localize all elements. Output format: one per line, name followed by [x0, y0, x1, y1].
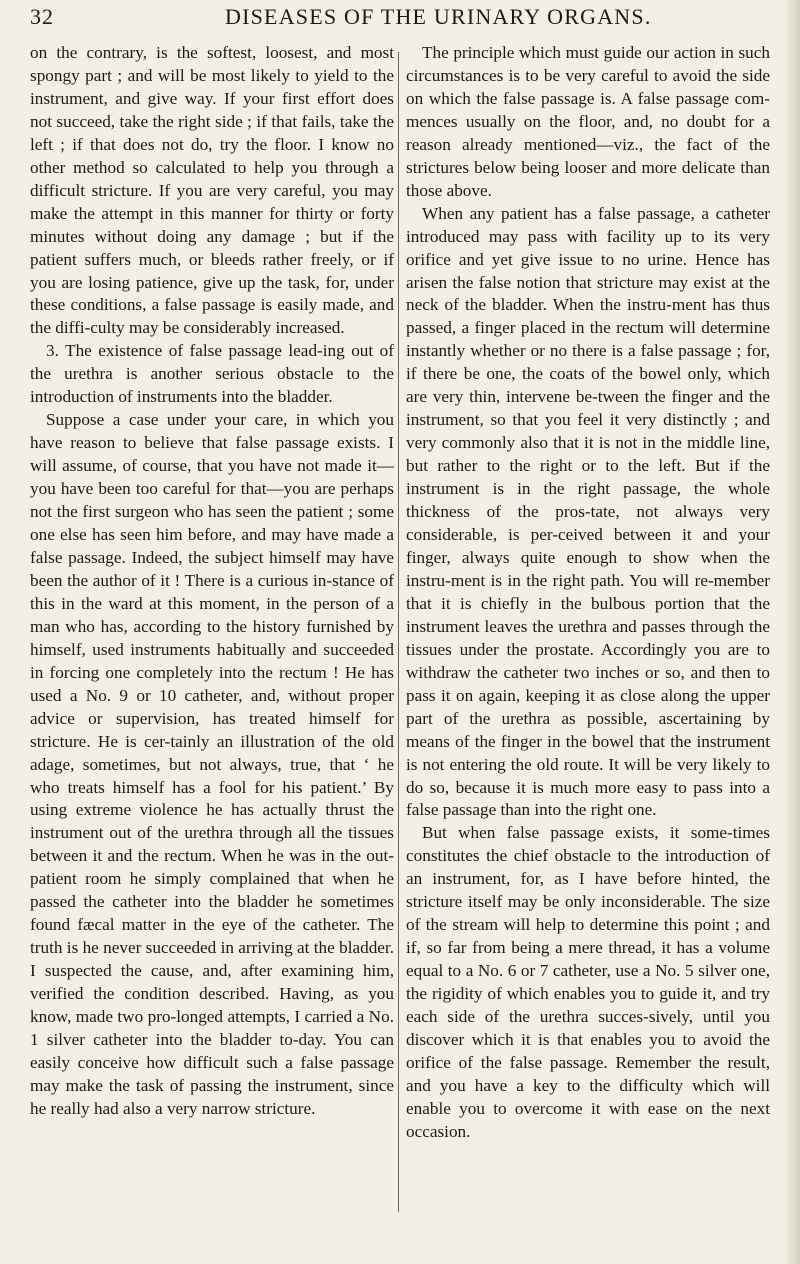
- paragraph: The principle which must guide our action in such circumstances is to be very careful to avoid the side on which the false passage is. A false passage com-mences usually on the floor, and, no doubt for a reason already mentioned—viz., the fact of the strictures below being looser and more delicate than those above.: [406, 43, 770, 200]
- page-edge-shadow: [784, 0, 800, 1264]
- column-divider: [398, 52, 399, 1212]
- paragraph: on the contrary, is the softest, loosest, and most spongy part ; and will be most likely to yield to the instrument, and give way. If your first effort does not succeed, take the right side ; if that fails, take the left ; if that does not do, try the floor. I know no other method so calculated to help you through a difficult stricture. If you are very careful, you may make the attempt in this manner for thirty or forty minutes without doing any damage ; but if the patient suffers much, or bleeds rather freely, or if you are losing patience, give up the task, for, under these conditions, a false passage is easily made, and the diffi-culty may be considerably increased.: [30, 43, 394, 338]
- paragraph: Suppose a case under your care, in which you have reason to believe that false passage exists. I will assume, of course, that you have not made it—you have been too careful for that—you are perhaps not the first surgeon who has seen the patient ; some one else has seen him before, and may have made a false passage. Indeed, the subject himself may have been the author of it ! There is a curious in-stance of this in the ward at this moment, in the person of a man who has, according to the history furnished by himself, used instruments habitually and succeeded in forcing one completely into the rectum ! He has used a No. 9 or 10 catheter, and, without proper advice or supervision, has treated himself for stricture. He is cer-tainly an illustration of the old adage, sometimes, but not always, true, that ‘ he who treats himself has a fool for his patient.’ By using extreme violence he has actually thrust the instrument out of the urethra through all the tissues between it and the rectum. When he was in the out-patient room he simply complained that when he passed the catheter into the bladder he sometimes found fæcal matter in the eye of the catheter. The truth is he never succeeded in arriving at the bladder. I suspected the cause, and, after examining him, verified the condition described. Having, as you know, made two pro-longed attempts, I carried a No. 1 silver catheter into the bladder to-day. You can easily conceive how difficult such a false passage may make the task of passing the instrument, since he really had also a very narrow stricture.: [30, 410, 394, 1118]
- page-header: [30, 4, 770, 34]
- page-number: 32: [30, 4, 54, 29]
- paragraph: 3. The existence of false passage lead-ing out of the urethra is another serious obstacle to the introduction of instruments into the bladder.: [30, 341, 394, 407]
- right-column: [406, 42, 770, 1144]
- left-column: [30, 42, 394, 1121]
- paragraph: When any patient has a false passage, a catheter introduced may pass with facility up to its very orifice and yet give issue to no urine. Hence has arisen the false notion that stricture may exist at the neck of the bladder. When the instru-ment has thus passed, a finger placed in the rectum will determine instantly whether or no there is a false passage ; for, if there be one, the coats of the bowel only, which are very thin, intervene be-tween the finger and the instrument, so that you feel it very distinctly ; and very commonly also that it is not in the middle line, but rather to the right or to the left. But if the instrument is in the right passage, the whole thickness of the pros-tate, not always very considerable, is per-ceived between it and your finger, always quite enough to show when the instru-ment is in the right path. You will re-member that it is chiefly in the bulbous portion that the instrument leaves the urethra and passes through the tissues under the prostate. Accordingly you are to withdraw the catheter two inches or so, and then to pass it on again, keeping it as close along the upper part of the urethra as possible, ascertaining by means of the finger in the bowel that the instrument is not entering the old route. It will be very likely to do so, because it is much more easy to pass into a false passage than into the right one.: [406, 203, 770, 820]
- paragraph: But when false passage exists, it some-times constitutes the chief obstacle to the introduction of an instrument, for, as I have before hinted, the stricture itself may be only inconsiderable. The size of the stream will help to determine this point ; and if, so far from being a mere thread, it has a volume equal to a No. 6 or 7 catheter, use a No. 5 silver one, the rigidity of which enables you to guide it, and try each side of the urethra succes-sively, until you discover which it is that enables you to avoid the orifice of the false passage. Remember the result, and you have a key to the difficulty which will enable you to overcome it with ease on the next occasion.: [406, 823, 770, 1141]
- running-title: DISEASES OF THE URINARY ORGANS.: [225, 4, 652, 29]
